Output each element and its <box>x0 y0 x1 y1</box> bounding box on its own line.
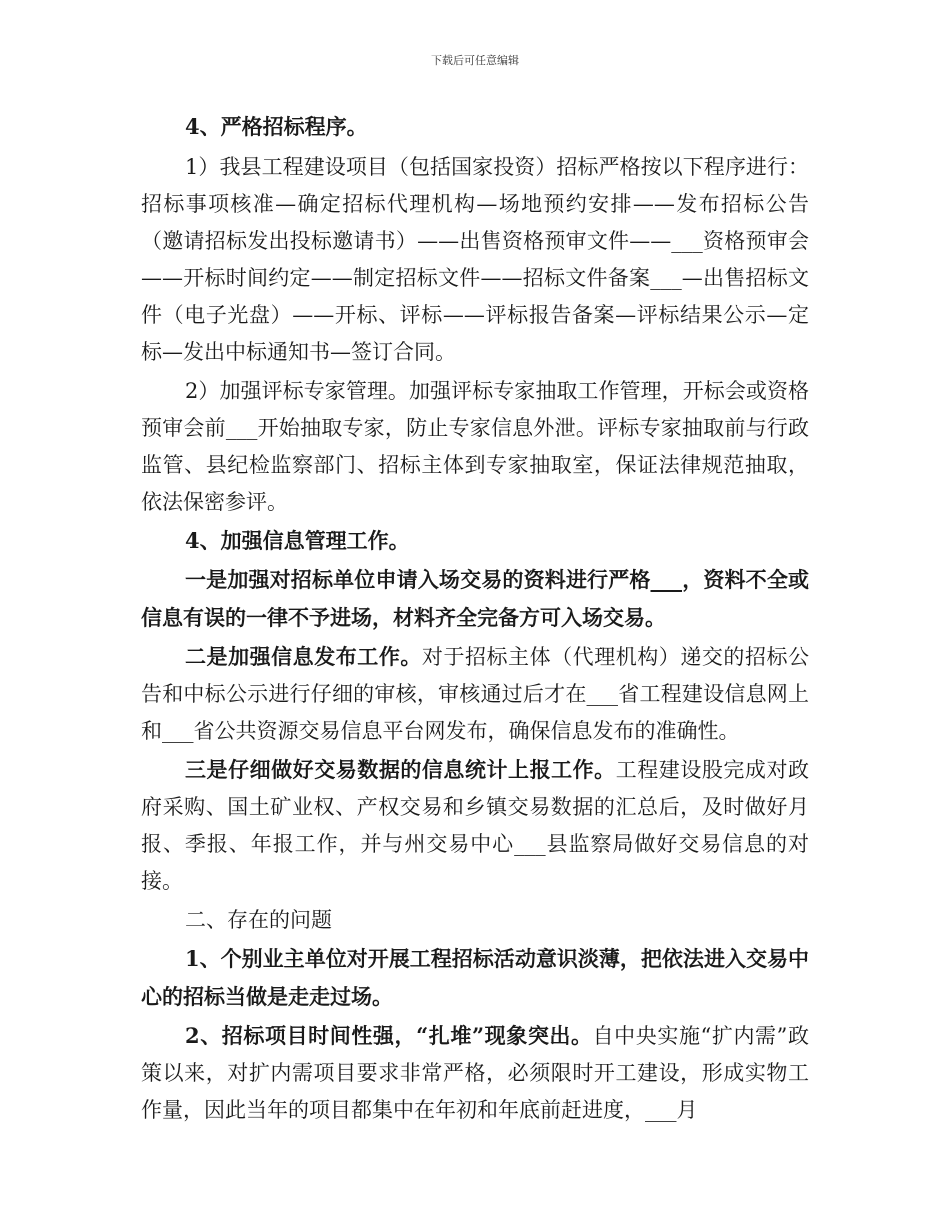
paragraph-text: 1）我县工程建设项目（包括国家投资）招标严格按以下程序进行：招标事项核准—确定招标代理机构—场地预约安排——发布招标公告（邀请招标发出投标邀请书）——出售资格预审文件——___资格预审会——开标时间约定——制定招标文件——招标文件备案___—出售招标文件（电子光盘）——开标、评标——评标报告备案—评标结果公示—定标—发出中标通知书—签订合同。 <box>141 155 809 364</box>
paragraph-text: 对于招标主体（代理机构）递交的招标公告和中标公示进行仔细的审核，审核通过后才在___省工程建设信息网上和___省公共资源交易信息平台网发布，确保信息发布的准确性。 <box>141 645 810 743</box>
paragraph-bold-lead: 三是仔细做好交易数据的信息统计上报工作。 <box>185 757 616 782</box>
paragraph-3 <box>141 372 809 521</box>
paragraph-text: 二、存在的问题 <box>185 908 332 932</box>
paragraph-4 <box>141 522 809 560</box>
paragraph-9 <box>141 940 809 1016</box>
paragraph-text: 2）加强评标专家管理。加强评标专家抽取工作管理，开标会或资格预审会前___开始抽取专家，防止专家信息外泄。评标专家抽取前与行政监管、县纪检监察部门、招标主体到专家抽取室，保证法律规范抽取，依法保密参评。 <box>141 379 809 514</box>
paragraph-text: 工程建设股完成对政府采购、国土矿业权、产权交易和乡镇交易数据的汇总后，及时做好月报、季报、年报工作，并与州交易中心___县监察局做好交易信息的对接。 <box>141 758 810 893</box>
paragraph-text: 自中央实施“扩内需”政策以来，对扩内需项目要求非常严格，必须限时开工建设，形成实物工作量，因此当年的项目都集中在年初和年底前赶进度，___月 <box>141 1024 809 1122</box>
paragraph-6 <box>141 638 809 750</box>
paragraph-bold-lead: 一是加强对招标单位申请入场交易的资料进行严格___，资料不全或信息有误的一律不予进场，材料齐全完备方可入场交易。 <box>141 567 809 630</box>
paragraph-bold-lead: 4、严格招标程序。 <box>185 114 368 139</box>
section-heading <box>141 901 809 939</box>
document-body <box>141 108 809 1130</box>
paragraph-bold-lead: 二是加强信息发布工作。 <box>185 644 422 669</box>
paragraph-1 <box>141 108 809 146</box>
paragraph-5 <box>141 561 809 637</box>
paragraph-7 <box>141 751 809 900</box>
paragraph-2 <box>141 148 809 371</box>
paragraph-bold-lead: 4、加强信息管理工作。 <box>185 528 410 553</box>
paragraph-bold-lead: 1、个别业主单位对开展工程招标活动意识淡薄，把依法进入交易中心的招标当做是走走过场。 <box>141 946 809 1009</box>
paragraph-bold-lead: 2、招标项目时间性强，“扎堆”现象突出。 <box>185 1023 593 1048</box>
page-header: 下载后可任意编辑 <box>431 54 519 67</box>
paragraph-10 <box>141 1017 809 1129</box>
